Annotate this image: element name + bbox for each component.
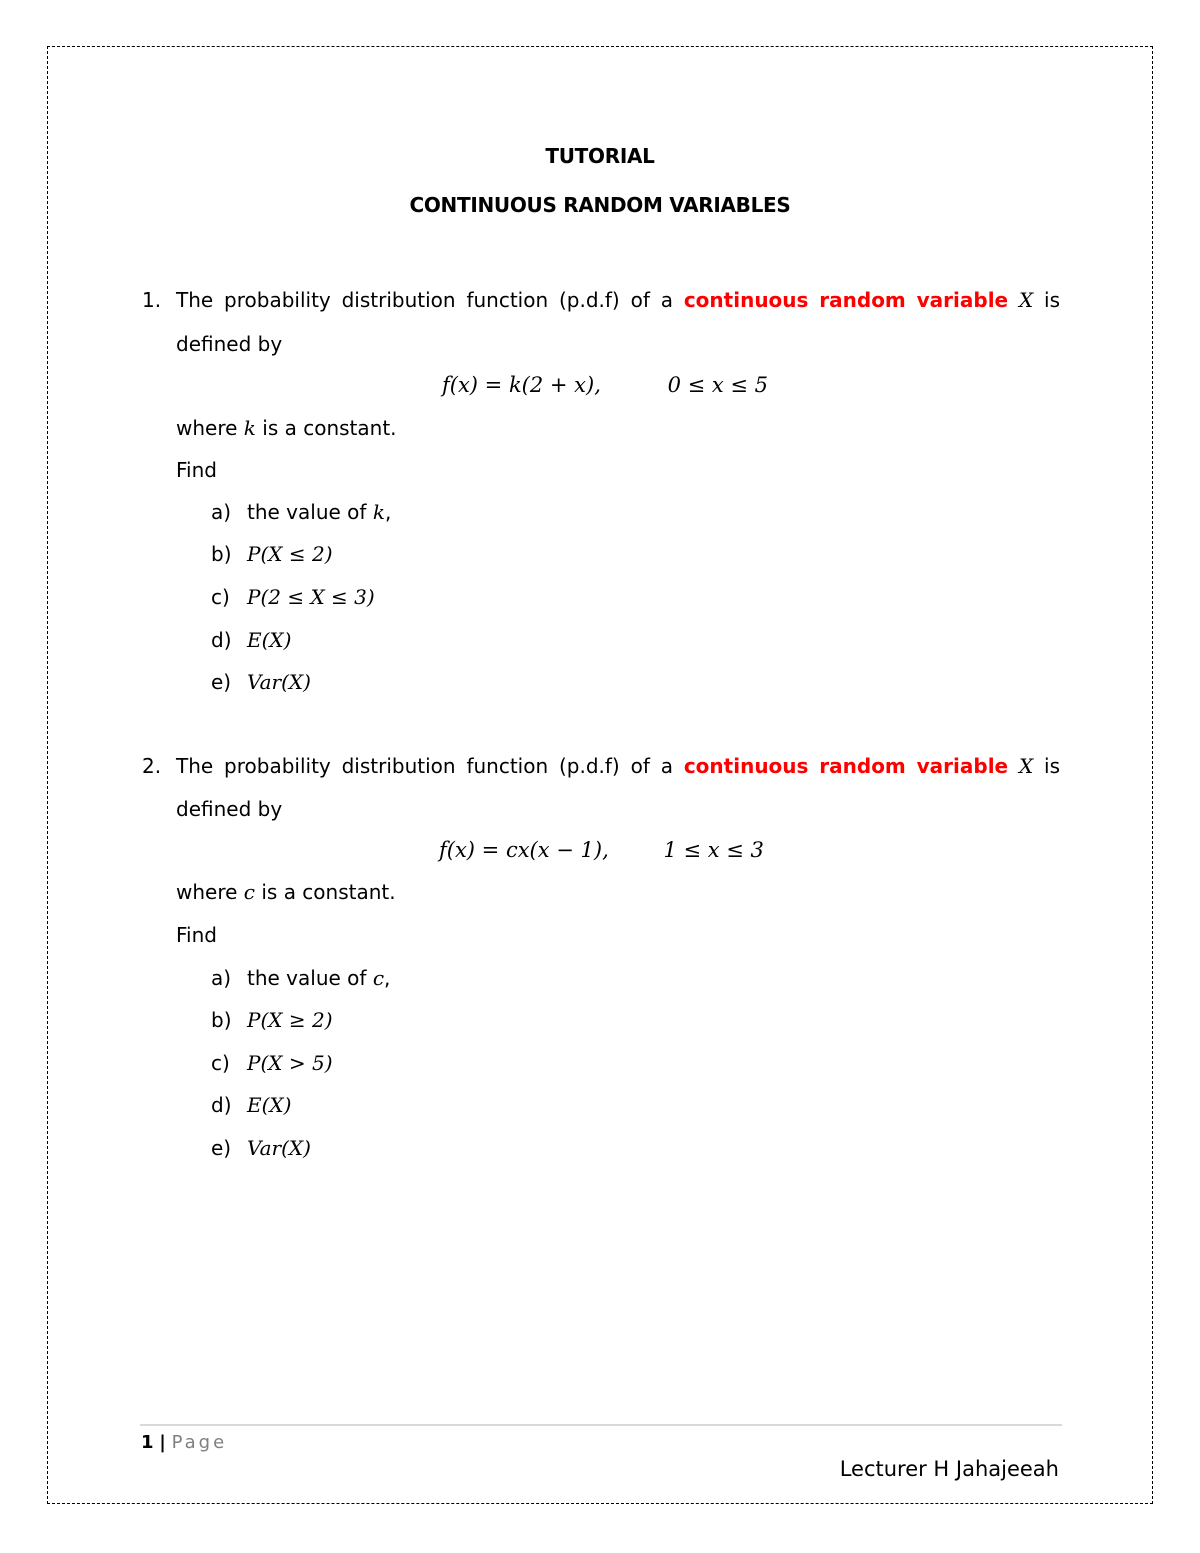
q1-equation: f(x) = k(2 + x), 0 ≤ x ≤ 5 [442, 373, 769, 397]
q2-part-b: b) P(X ≥ 2) [211, 1008, 333, 1032]
q2-range: 1 ≤ x ≤ 3 [663, 838, 764, 862]
q2-find: Find [176, 923, 217, 947]
q2-defined-by: defined by [176, 797, 283, 821]
q2-part-d: d) E(X) [211, 1093, 292, 1117]
q2-where: where c is a constant. [176, 880, 396, 904]
q2-intro-line: The probability distribution function (p.d.f) of a continuous random variable X is [176, 754, 1061, 778]
q2-number: 2. [142, 754, 162, 778]
q1-highlight-3: variable [916, 288, 1009, 312]
q1-highlight-1: continuous [683, 288, 809, 312]
q2-highlight-3: variable [916, 754, 1009, 778]
q2-part-c: c) P(X > 5) [211, 1051, 333, 1075]
q1-highlight-2: random [819, 288, 906, 312]
q1-part-a: a) the value of k, [211, 500, 392, 524]
page-number: 1 | Page [141, 1432, 228, 1453]
q1-part-d: d) E(X) [211, 628, 292, 652]
q2-highlight-1: continuous [683, 754, 809, 778]
q1-defined-by: defined by [176, 332, 283, 356]
q1-find: Find [176, 458, 217, 482]
title-tutorial: TUTORIAL [545, 144, 655, 168]
q1-where: where k is a constant. [176, 416, 397, 440]
title-topic: CONTINUOUS RANDOM VARIABLES [409, 193, 791, 217]
q2-equation: f(x) = cx(x − 1), 1 ≤ x ≤ 3 [439, 838, 764, 862]
q2-part-a: a) the value of c, [211, 966, 391, 990]
q1-part-e: e) Var(X) [211, 670, 311, 694]
q2-highlight-2: random [819, 754, 906, 778]
footer-divider [140, 1424, 1062, 1426]
q1-part-c: c) P(2 ≤ X ≤ 3) [211, 585, 375, 609]
q1-range: 0 ≤ x ≤ 5 [667, 373, 769, 397]
q1-intro-line: The probability distribution function (p.d.f) of a continuous random variable X is [176, 288, 1061, 312]
q2-part-e: e) Var(X) [211, 1136, 311, 1160]
lecturer-name: Lecturer H Jahajeeah [839, 1457, 1059, 1481]
q1-part-b: b) P(X ≤ 2) [211, 542, 333, 566]
q1-number: 1. [142, 288, 162, 312]
